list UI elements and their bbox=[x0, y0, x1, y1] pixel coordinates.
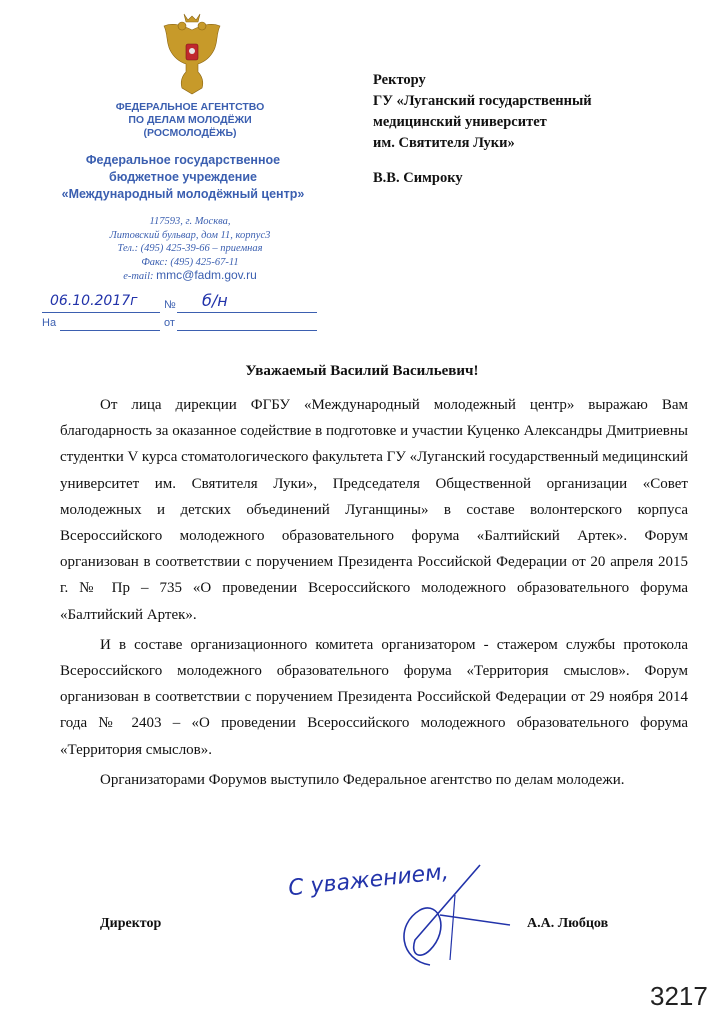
na-line bbox=[60, 330, 160, 331]
body-paragraph: И в составе организационного комитета организатором - стажером службы протокола Всероссийского молодежного образовательного форума «Территория смыслов». Форум организован в соответствии с поручением Президента Российской Федерации от 29 ноября 2014 года № 2403 – «О проведении Всероссийского молодежного образовательного форума «Территория смыслов». bbox=[60, 636, 688, 758]
addressee-name: В.В. Симроку bbox=[373, 170, 463, 186]
handwritten-closing: С уважением, bbox=[287, 859, 450, 902]
number-label: № bbox=[164, 299, 176, 311]
handwritten-number: б/н bbox=[202, 291, 228, 310]
page-stamp-number: 3217 bbox=[650, 981, 708, 1011]
agency-line: (РОСМОЛОДЁЖЬ) bbox=[143, 127, 237, 139]
letter-body bbox=[60, 392, 688, 797]
institution-name bbox=[40, 152, 326, 203]
email-line bbox=[70, 269, 310, 284]
body-paragraph: От лица дирекции ФГБУ «Международный молодежный центр» выражаю Вам благодарность за оказанное содействие в подготовке и участии Куценко Александры Дмитриевны студентки V курса стоматологического факультета ГУ «Луганский государственный медицинский университет им. Святителя Луки», Председателя Общественной организации «Совет молодежных и детских объединений Луганщины» в составе волонтерского корпуса Всероссийского молодежного образовательного форума «Балтийский Артек». Форум организован в соответствии с поручением Президента Российской Федерации от 20 апреля 2015 г. № Пр – 735 «О проведении Всероссийского молодежного образовательного форума «Балтийский Артек». bbox=[60, 397, 688, 623]
registration-block bbox=[42, 291, 332, 337]
addressee-line: Ректору bbox=[373, 72, 426, 88]
greeting: Уважаемый Василий Васильевич! bbox=[245, 363, 479, 379]
handwritten-date: 06.10.2017г bbox=[50, 293, 138, 309]
agency-name bbox=[60, 101, 320, 140]
ot-line bbox=[177, 330, 317, 331]
date-line bbox=[42, 312, 160, 313]
institution-line: «Международный молодёжный центр» bbox=[61, 187, 305, 201]
institution-line: Федеральное государственное bbox=[85, 153, 281, 167]
institution-address bbox=[70, 215, 310, 284]
addressee-line: ГУ «Луганский государственный bbox=[373, 93, 592, 109]
email-link[interactable]: mmc@fadm.gov.ru bbox=[156, 268, 257, 282]
coat-of-arms-emblem bbox=[160, 12, 224, 98]
agency-line: ПО ДЕЛАМ МОЛОДЁЖИ bbox=[128, 114, 252, 126]
number-line bbox=[177, 312, 317, 313]
institution-line: бюджетное учреждение bbox=[109, 170, 257, 184]
address-line: 117593, г. Москва, bbox=[149, 216, 231, 227]
signature-icon bbox=[280, 855, 530, 975]
addressee-line: медицинский университет bbox=[373, 114, 547, 130]
agency-line: ФЕДЕРАЛЬНОЕ АГЕНТСТВО bbox=[115, 101, 265, 113]
na-label: На bbox=[42, 317, 57, 329]
address-line: Литовский бульвар, дом 11, корпус3 bbox=[109, 229, 271, 241]
addressee-block bbox=[373, 70, 693, 154]
ot-label: от bbox=[164, 317, 175, 329]
signatory-name: А.А. Любцов bbox=[527, 916, 609, 931]
address-line: Факс: (495) 425-67-11 bbox=[141, 256, 239, 268]
addressee-line: им. Святителя Луки» bbox=[373, 135, 515, 151]
signatory-title: Директор bbox=[100, 916, 162, 931]
email-label: e-mail: bbox=[123, 271, 154, 282]
address-line: Тел.: (495) 425-39-66 – приемная bbox=[117, 243, 263, 254]
body-paragraph: Организаторами Форумов выступило Федеральное агентство по делам молодежи. bbox=[100, 771, 625, 788]
